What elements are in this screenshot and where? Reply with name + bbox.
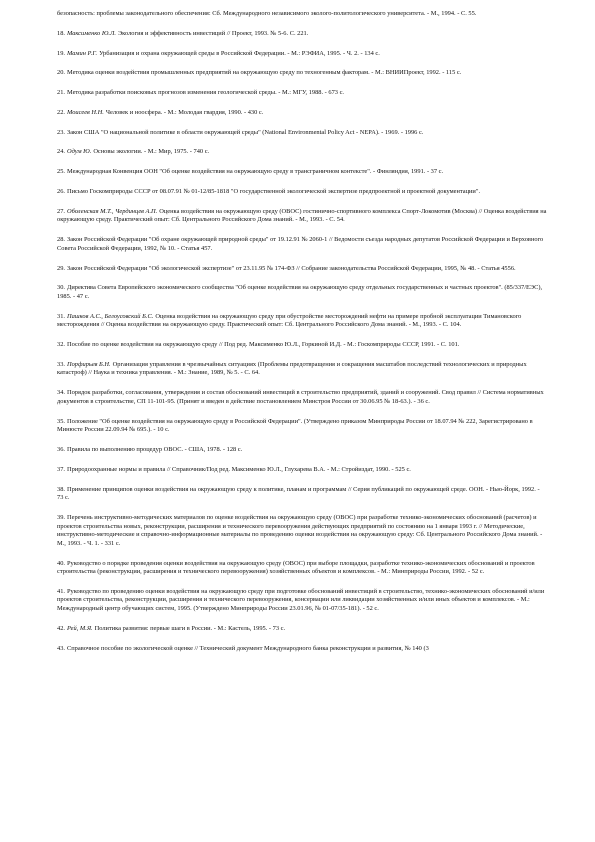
entry-text: Перечень инструктивно-методических материалов по оценке воздействия на окружающую среду (ОВОС) при разработке технико-экономических обоснований (расчетов) и проектов строительства новых, реконструкции, расширения и технического перевооружения действующих предприятий по состоянию на 1 января 1993 г. // Методические, инструктивно-методические и справочно-информационные материалы по проведению оценки воздействия на окружающую среду: Сб. Центрального Российского Дома знаний. - М., 1993. - Ч. 1. - 331 с. <box>57 513 543 547</box>
entry-number: 41. <box>57 587 65 595</box>
entry-text: Письмо Госкомприроды СССР от 08.07.91 № 01-12/85-1818 "О государственной экологической экспертизе предпроектной и проектной документации". <box>67 188 481 196</box>
entry-text: Директива Совета Европейского экономического сообщества "Об оценке воздействия на окружающую среду отдельных государственных и частных проектов". (85/337/ЕЭС), 1985. - 47 с. <box>57 284 543 300</box>
entry-text: Закон США "О национальной политике в области окружающей среды" (National Environmental Policy Act - NEPA). - 1969. - 1996 с. <box>67 128 424 136</box>
entry-number: 22. <box>57 108 65 116</box>
entry-text: Политика развития: первые шаги в России. - М.: Кастель, 1995. - 73 с. <box>94 624 286 632</box>
entry-author: Моисеев Н.Н. <box>67 108 104 116</box>
bibliography-entry <box>57 50 547 59</box>
entry-text: Человек и ноосфера. - М.: Молодая гвардия, 1990. - 430 с. <box>105 108 264 116</box>
entry-text: Методика разработки поисковых прогнозов изменения геологической среды. - М.: МГУ, 1988. - 673 с. <box>67 89 345 97</box>
entry-text: Руководство по проведению оценки воздействия на окружающую среду при подготовке обоснований инвестиций в строительство, технико-экономических обоснований и/или проектов строительства, реконструкции, расширения и технического перевооружения, консервации или ликвидации хозяйственных и/или иных объектов и комплексов. - М.: Международный центр обучающих систем, 1995. (Утверждено Минприроды России 23.01.96, № 01-07/35-181). - 52 с. <box>57 587 545 613</box>
entry-number: 31. <box>57 312 65 320</box>
bibliography-entry <box>57 560 547 577</box>
entry-text: Урбанизация и охрана окружающей среды в Российской Федерации. - М.: РЭФИА, 1995. - Ч. 2. - 134 с. <box>99 49 380 57</box>
entry-number: 32. <box>57 341 65 349</box>
bibliography-entry <box>57 69 547 78</box>
entry-number: 23. <box>57 128 65 136</box>
bibliography-entry <box>57 236 547 253</box>
entry-number: 39. <box>57 513 65 521</box>
entry-number: 28. <box>57 236 65 244</box>
entry-number: 43. <box>57 644 65 652</box>
bibliography-entry <box>57 389 547 406</box>
entry-text: Пособие по оценке воздействия на окружающую среду // Под ред. Максименко Ю.Л., Горкиной И.Д. - М.: Госкомприроды СССР, 1991. - С. 101. <box>67 341 460 349</box>
entry-number: 40. <box>57 559 65 567</box>
entry-author: Максименко Ю.Л. <box>67 29 116 37</box>
entry-author: Одум Ю. <box>67 148 92 156</box>
bibliography-entry <box>57 625 547 634</box>
entry-number: 35. <box>57 417 65 425</box>
bibliography-entry <box>57 109 547 118</box>
entry-text: Положение "Об оценке воздействия на окружающую среду в Российской Федерации". (Утверждено приказом Минприроды России от 18.07.94 № 222, Зарегистрировано в Минюсте России 22.09.94 № 695.). - 10 с. <box>57 417 533 434</box>
entry-text: Международная Конвенция ООН "Об оценке воздействия на окружающую среду в трансграничном контексте". - Финляндия, 1991. - 37 с. <box>67 168 444 176</box>
entry-text: Порядок разработки, согласования, утверждения и состав обоснований инвестиций в строительство предприятий, зданий и сооружений. Свод правил // Система нормативных документов в строительстве, СП 11-101-95. (Принят и введен в действие постановлением Минстроя России от 30.06.95 № 18-63.). - 36 с. <box>57 389 544 405</box>
entry-text: Закон Российской Федерации "Об охране окружающей природной среды" от 19.12.91 № 2060-1 // Ведомости съезда народных депутатов Российской Федерации и Верховного Совета Российской Федерации, 1992, № 10. - Статья 457. <box>57 236 544 252</box>
entry-number: 36. <box>57 446 65 453</box>
entry-text: Справочное пособие по экологической оценке // Технический документ Международного банка реконструкции и развития, № 140 (3 <box>67 644 429 652</box>
bibliography-entry <box>57 265 547 274</box>
bibliography-entry <box>57 188 547 197</box>
entry-text: Основы экологии. - М.: Мир, 1975. - 740 с. <box>93 148 210 156</box>
entry-author: Мамин Р.Г. <box>67 49 98 57</box>
bibliography-entry <box>57 588 547 614</box>
entry-text: Методика оценки воздействия промышленных предприятий на окружающую среду по техногенным факторам. - М.: ВНИИПроект, 1992. - 115 с. <box>67 69 462 77</box>
entry-number: 42. <box>57 624 65 632</box>
bibliography-entry <box>57 446 547 455</box>
bibliography-entry <box>57 361 547 378</box>
entry-number: 30. <box>57 284 65 292</box>
entry-number: 24. <box>57 148 65 156</box>
bibliography-entry <box>57 313 547 330</box>
entry-author: Рей, М.Я. <box>67 624 93 632</box>
bibliography-entry <box>57 168 547 177</box>
entry-author: Оболенская М.Т., Чердинцев А.П. <box>67 207 158 215</box>
bibliography-entry <box>57 284 547 301</box>
entry-text: Правила по выполнению процедур ОВОС. - США, 1978. - 128 с. <box>67 446 243 453</box>
bibliography-entry <box>57 10 547 19</box>
bibliography-entry <box>57 645 547 654</box>
entry-number: 18. <box>57 29 65 37</box>
bibliography-entry <box>57 208 547 225</box>
entry-text: Экология и эффективность инвестиций // Проект, 1993. № 5-6. С. 221. <box>117 29 309 37</box>
entry-text: безопасность: проблемы законодательного обеспечения: Сб. Международного независимого эколого-политологического университета. - М., 1994. - С. 55. <box>57 10 477 17</box>
bibliography-entry <box>57 341 547 350</box>
bibliography-entry <box>57 486 547 503</box>
entry-number: 34. <box>57 389 65 397</box>
bibliography-list <box>57 10 547 664</box>
entry-author: Порфирьев Б.Н. <box>67 360 111 368</box>
bibliography-entry <box>57 89 547 98</box>
entry-text: Применение принципов оценки воздействия на окружающую среду к политике, планам и программам // Серия публикаций по окружающей среде. ООН. - Нью-Йорк, 1992. - 73 с. <box>57 485 540 502</box>
entry-text: Природоохранные нормы и правила // Справочник/Под ред. Максименко Ю.Л., Глухарева В.А. - М.: Стройиздат, 1990. - 525 с. <box>67 465 411 473</box>
entry-number: 19. <box>57 49 65 57</box>
bibliography-entry <box>57 466 547 475</box>
entry-author: Пашков А.С., Белоусовский Б.С. <box>67 312 154 320</box>
entry-text: Оценка воздействия на окружающую среду (ОВОС) гостинично-спортивного комплекса Спорт-Локомотив (Москва) // Оценка воздействия на окружающую среду. Практический опыт: Сб. Центрального Российского Дома знаний. - М., 1993. - С. 54. <box>57 207 547 224</box>
bibliography-entry <box>57 514 547 548</box>
bibliography-entry <box>57 418 547 435</box>
entry-text: Руководство о порядке проведения оценки воздействия на окружающую среду (ОВОС) при выборе площадки, разработке технико-экономических обоснований и проектов строительства (реконструкции, расширения и технического перевооружения) хозяйственных объектов и комплексов. - М.: Минприроды России, 1992. - 52 с. <box>57 559 535 576</box>
entry-text: Оценка воздействия на окружающую среду при обустройстве месторождений нефти на примере пробной эксплуатации Тимановского месторождения // Оценка воздействия на окружающую среду. Практический опыт: Сб. Центрального Российского Дома знаний. - М., 1993. - С. 104. <box>57 312 522 329</box>
entry-text: Закон Российской Федерации "Об экологической экспертизе" от 23.11.95 № 174-ФЗ // Собрание законодательства Российской Федерации, 1995, № 48. - Статья 4556. <box>67 264 516 272</box>
entry-number: 25. <box>57 168 65 176</box>
entry-number: 21. <box>57 89 65 97</box>
entry-number: 29. <box>57 264 65 272</box>
entry-number: 33. <box>57 360 65 368</box>
entry-number: 38. <box>57 485 65 493</box>
entry-text: Организация управления в чрезвычайных ситуациях (Проблемы предотвращения и сокращения масштабов последствий технологических и природных катастроф) // Наука и техника управления. - М.: Знание, 1989, № 5. - С. 64. <box>57 360 527 377</box>
entry-number: 20. <box>57 69 65 77</box>
bibliography-entry <box>57 148 547 157</box>
entry-number: 27. <box>57 207 65 215</box>
bibliography-entry <box>57 30 547 39</box>
bibliography-entry <box>57 129 547 138</box>
entry-number: 37. <box>57 465 65 473</box>
entry-number: 26. <box>57 188 65 196</box>
